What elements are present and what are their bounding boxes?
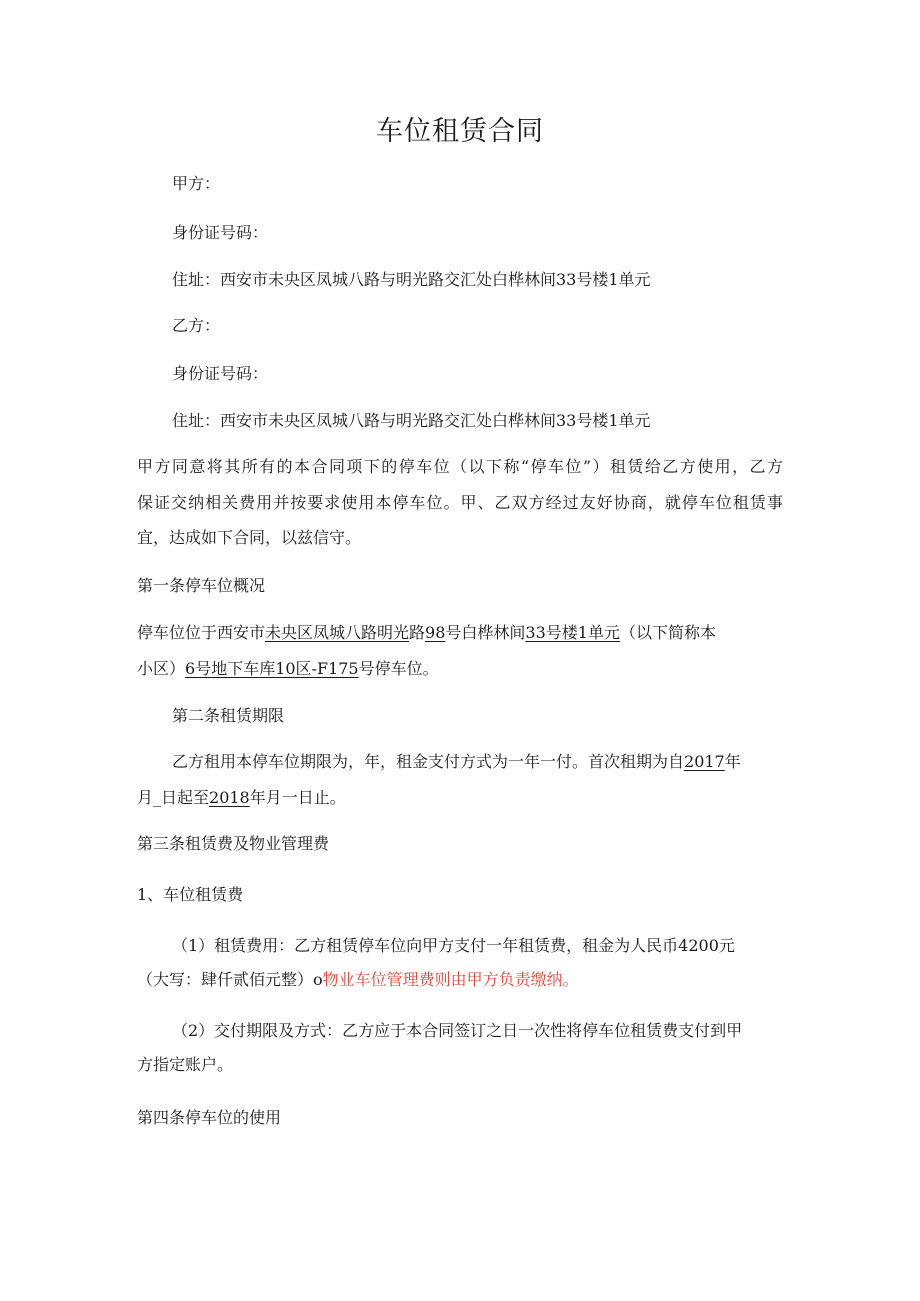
underlined-field: 98 xyxy=(425,623,446,642)
text-segment: （以下简称本 xyxy=(619,623,716,642)
underlined-field: 未央区凤城八路明光 xyxy=(265,623,410,642)
underlined-field: 2018 xyxy=(209,788,250,807)
article-3-p2-line-1: （2）交付期限及方式：乙方应于本合同签订之日一次性将停车位租赁费支付到甲 xyxy=(172,1021,743,1040)
underlined-field: 2017 xyxy=(684,752,725,771)
article-3-p1-line-1: （1）租赁费用：乙方租赁停车位向甲方支付一年租赁费，租金为人民币4200元 xyxy=(172,936,735,955)
article-3-sub-1: 1、车位租赁费 xyxy=(137,885,244,904)
page-title: 车位租赁合同 xyxy=(376,116,544,147)
article-2-heading: 第二条租赁期限 xyxy=(172,706,285,725)
text-segment: 年 xyxy=(724,752,741,771)
text-segment: 月_日起至 xyxy=(137,788,210,807)
text-segment: 路 xyxy=(409,623,426,642)
underlined-field: 33号楼1单元 xyxy=(525,623,620,642)
party-a-address: 住址：西安市未央区凤城八路与明光路交汇处白桦林间33号楼1单元 xyxy=(172,270,651,289)
article-1-line-2 xyxy=(137,657,439,681)
intro-line-1: 甲方同意将其所有的本合同项下的停车位（以下称“停车位”）租赁给乙方使用，乙方 xyxy=(137,457,783,476)
text-segment: 号白桦林间 xyxy=(445,623,526,642)
text-segment: 号停车位。 xyxy=(358,659,439,678)
article-3-p1-line-2 xyxy=(137,968,579,992)
article-2-line-1 xyxy=(172,750,741,774)
article-4-heading: 第四条停车位的使用 xyxy=(137,1108,282,1127)
party-a-label: 甲方： xyxy=(172,174,221,193)
text-segment: 小区） xyxy=(137,659,186,678)
article-1-line-1 xyxy=(137,621,716,645)
intro-line-2: 保证交纳相关费用并按要求使用本停车位。甲、乙双方经过友好协商，就停车位租赁事 xyxy=(137,493,783,512)
intro-line-3: 宜，达成如下合同，以兹信守。 xyxy=(137,528,362,547)
party-b-label: 乙方： xyxy=(172,316,221,335)
text-segment: 停车位位于西安市 xyxy=(137,623,266,642)
party-b-address: 住址：西安市未央区凤城八路与明光路交汇处白桦林间33号楼1单元 xyxy=(172,411,651,430)
text-segment: 年月一日止。 xyxy=(249,788,346,807)
text-segment: （大写：肆仟贰佰元整）o xyxy=(137,970,323,989)
article-2-line-2 xyxy=(137,786,346,810)
party-a-id: 身份证号码： xyxy=(172,223,269,242)
article-3-heading: 第三条租赁费及物业管理费 xyxy=(137,834,330,853)
highlighted-text: 物业车位管理费则由甲方负责缴纳。 xyxy=(322,970,579,989)
text-segment: 乙方租用本停车位期限为，年，租金支付方式为一年一付。首次租期为自 xyxy=(172,752,685,771)
underlined-field: 6号地下车库10区-F175 xyxy=(185,659,359,678)
article-3-p2-line-2: 方指定账户。 xyxy=(137,1055,234,1074)
article-1-heading: 第一条停车位概况 xyxy=(137,576,266,595)
party-b-id: 身份证号码： xyxy=(172,364,269,383)
